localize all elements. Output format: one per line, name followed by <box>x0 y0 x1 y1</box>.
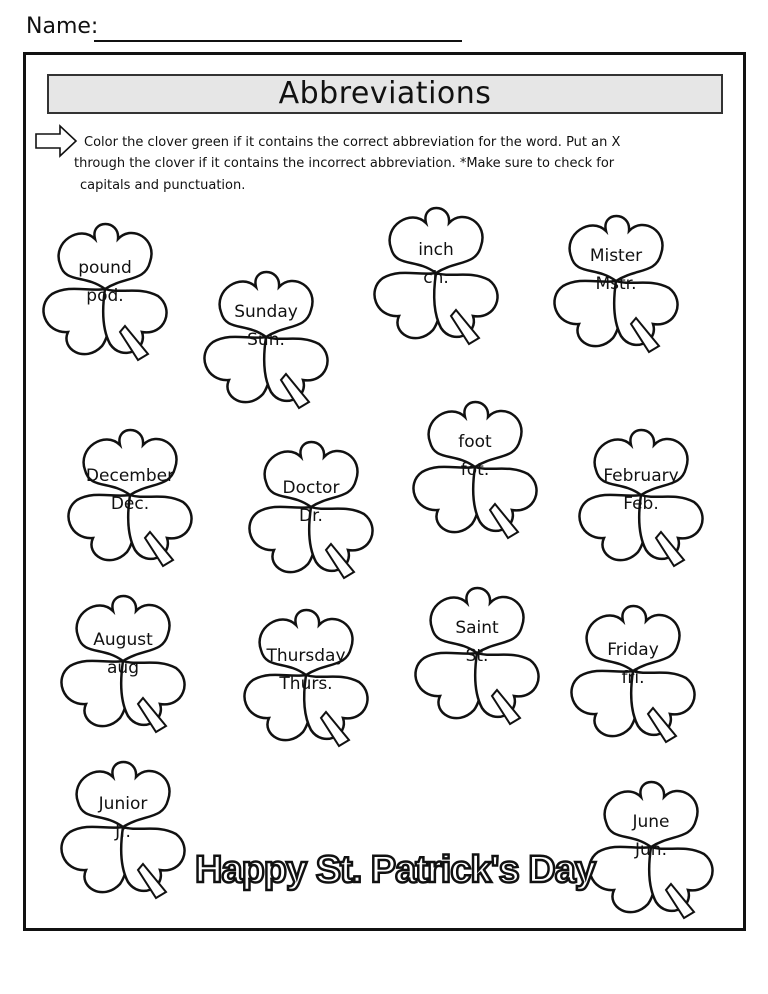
clover-card[interactable] <box>361 198 511 348</box>
clover-word: Sunday <box>234 302 298 322</box>
clover-card[interactable] <box>55 420 205 570</box>
clover-abbreviation: pod. <box>86 286 124 306</box>
clover-card[interactable] <box>236 432 386 582</box>
clover-word: pound <box>78 258 132 278</box>
clover-card[interactable] <box>400 392 550 542</box>
clover-abbreviation: fot. <box>460 460 490 480</box>
clover-abbreviation: St. <box>465 646 489 666</box>
worksheet-title: Abbreviations <box>47 74 723 114</box>
banner-text: Happy St. Patrick's Day <box>195 849 595 891</box>
clover-card[interactable] <box>191 262 341 412</box>
clover-word: Junior <box>98 794 148 814</box>
clover-card[interactable] <box>231 600 381 750</box>
clover-word: Doctor <box>282 478 340 498</box>
clover-card[interactable] <box>30 214 180 364</box>
happy-st-patricks-day-banner <box>195 838 595 898</box>
clover-word: Thursday <box>266 646 346 666</box>
clover-word: Friday <box>607 640 659 660</box>
clover-abbreviation: Feb. <box>623 494 659 514</box>
clover-word: December <box>85 466 175 486</box>
instructions-line-1: Color the clover green if it contains the correct abbreviation for the word. Put an X <box>84 135 621 150</box>
clover-card[interactable] <box>402 578 552 728</box>
clover-word: February <box>603 466 679 486</box>
clover-card[interactable] <box>48 586 198 736</box>
clover-abbreviation: Dr. <box>299 506 323 526</box>
clover-word: Mister <box>589 246 643 266</box>
instructions-line-3: capitals and punctuation. <box>80 178 246 193</box>
clover-abbreviation: ch. <box>423 268 449 288</box>
clover-abbreviation: Dec. <box>110 494 150 514</box>
clover-abbreviation: Thurs. <box>279 674 333 694</box>
clover-abbreviation: Mstr. <box>595 274 637 294</box>
arrow-right-icon <box>34 124 78 158</box>
clover-abbreviation: fri. <box>621 668 645 688</box>
clover-card[interactable] <box>558 596 708 746</box>
clover-word: foot <box>458 432 492 452</box>
clover-word: inch <box>418 240 454 260</box>
clover-word: August <box>93 630 153 650</box>
clover-word: Saint <box>455 618 499 638</box>
clover-abbreviation: Jr. <box>115 822 131 842</box>
name-blank[interactable] <box>94 40 462 42</box>
clover-card[interactable] <box>576 772 726 922</box>
clover-card[interactable] <box>48 752 198 902</box>
clover-abbreviation: Jun. <box>635 840 667 860</box>
clover-abbreviation: Sun. <box>247 330 285 350</box>
clover-card[interactable] <box>541 206 691 356</box>
clover-word: June <box>632 812 670 832</box>
clover-card[interactable] <box>566 420 716 570</box>
name-label: Name: <box>26 14 99 39</box>
instructions-line-2: through the clover if it contains the incorrect abbreviation. *Make sure to check for <box>74 156 615 171</box>
clover-abbreviation: aug <box>107 658 139 678</box>
